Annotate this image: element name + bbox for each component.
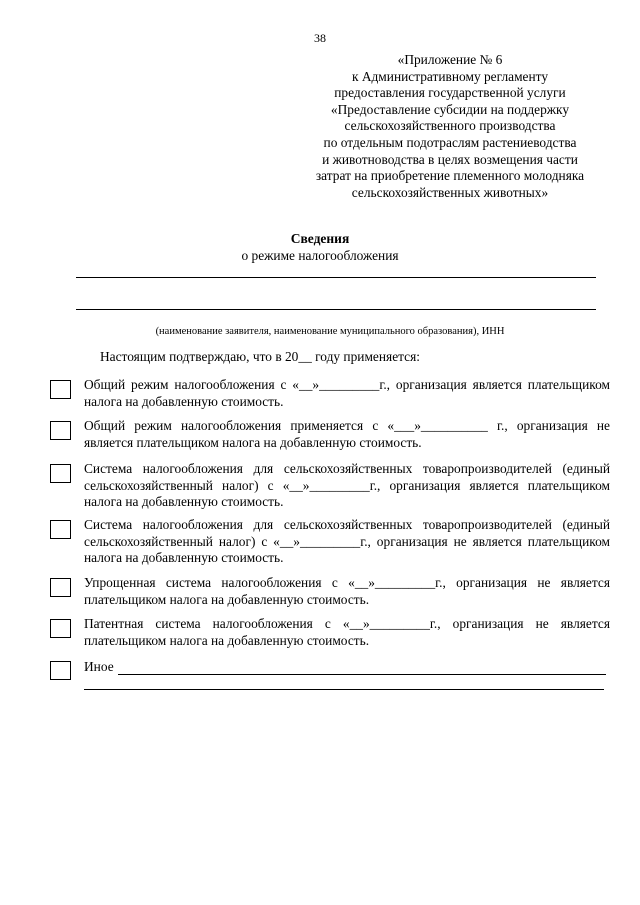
other-input-line-1[interactable] (118, 674, 606, 675)
checkbox-esn-non-vat-payer[interactable] (50, 520, 71, 539)
checkbox-general-vat-payer[interactable] (50, 380, 71, 399)
appendix-line: и животноводства в целях возмещения части (322, 151, 578, 167)
page-number: 38 (314, 31, 326, 45)
checkbox-esn-vat-payer[interactable] (50, 464, 71, 483)
applicant-name-line-1[interactable] (76, 277, 596, 278)
appendix-line: «Предоставление субсидии на поддержку (330, 101, 570, 117)
applicant-caption: (наименование заявителя, наименование муниципального образования), ИНН (155, 326, 505, 337)
checkbox-general-non-vat-payer[interactable] (50, 421, 71, 440)
document-subtitle: о режиме налогообложения (241, 248, 399, 263)
option-patent-non-vat-payer: Патентная система налогообложения с «__»_________г., организация не является плательщиком налога на добавленную стоимость. (84, 616, 610, 648)
option-other-label: Иное (84, 659, 114, 674)
checkbox-patent-non-vat-payer[interactable] (50, 619, 71, 638)
appendix-line: к Административному регламенту (351, 68, 549, 84)
option-general-vat-payer: Общий режим налогообложения с «__»_________г., организация является плательщиком налога на добавленную стоимость. (84, 377, 610, 409)
checkbox-other[interactable] (50, 661, 71, 680)
option-general-non-vat-payer: Общий режим налогообложения применяется с «___»__________ г., организация не является плательщиком налога на добавленную стоимость. (84, 418, 610, 450)
appendix-line: по отдельным подотраслям растениеводства (323, 134, 577, 150)
checkbox-simplified-non-vat-payer[interactable] (50, 578, 71, 597)
appendix-line: предоставления государственной услуги (334, 85, 566, 101)
intro-statement: Настоящим подтверждаю, что в 20__ году применяется: (100, 349, 420, 364)
appendix-line: затрат на приобретение племенного молодняка (315, 168, 585, 184)
appendix-line: сельскохозяйственного производства (344, 118, 556, 134)
appendix-line: сельскохозяйственных животных» (351, 184, 549, 200)
document-title: Сведения (290, 231, 350, 246)
option-simplified-non-vat-payer: Упрощенная система налогообложения с «__»_________г., организация не является плательщиком налога на добавленную стоимость. (84, 575, 610, 607)
option-esn-non-vat-payer: Система налогообложения для сельскохозяйственных товаропроизводителей (единый сельскохозяйственный налог) с «__»_________г., организация не является плательщиком налога на добавленную стоимость. (84, 517, 610, 565)
applicant-name-line-2[interactable] (76, 309, 596, 310)
appendix-line: «Приложение № 6 (397, 52, 503, 67)
other-input-line-2[interactable] (84, 689, 604, 690)
option-esn-vat-payer: Система налогообложения для сельскохозяйственных товаропроизводителей (единый сельскохозяйственный налог) с «__»_________г., организация является плательщиком налога на добавленную стоимость. (84, 461, 610, 509)
appendix-header (290, 52, 610, 201)
